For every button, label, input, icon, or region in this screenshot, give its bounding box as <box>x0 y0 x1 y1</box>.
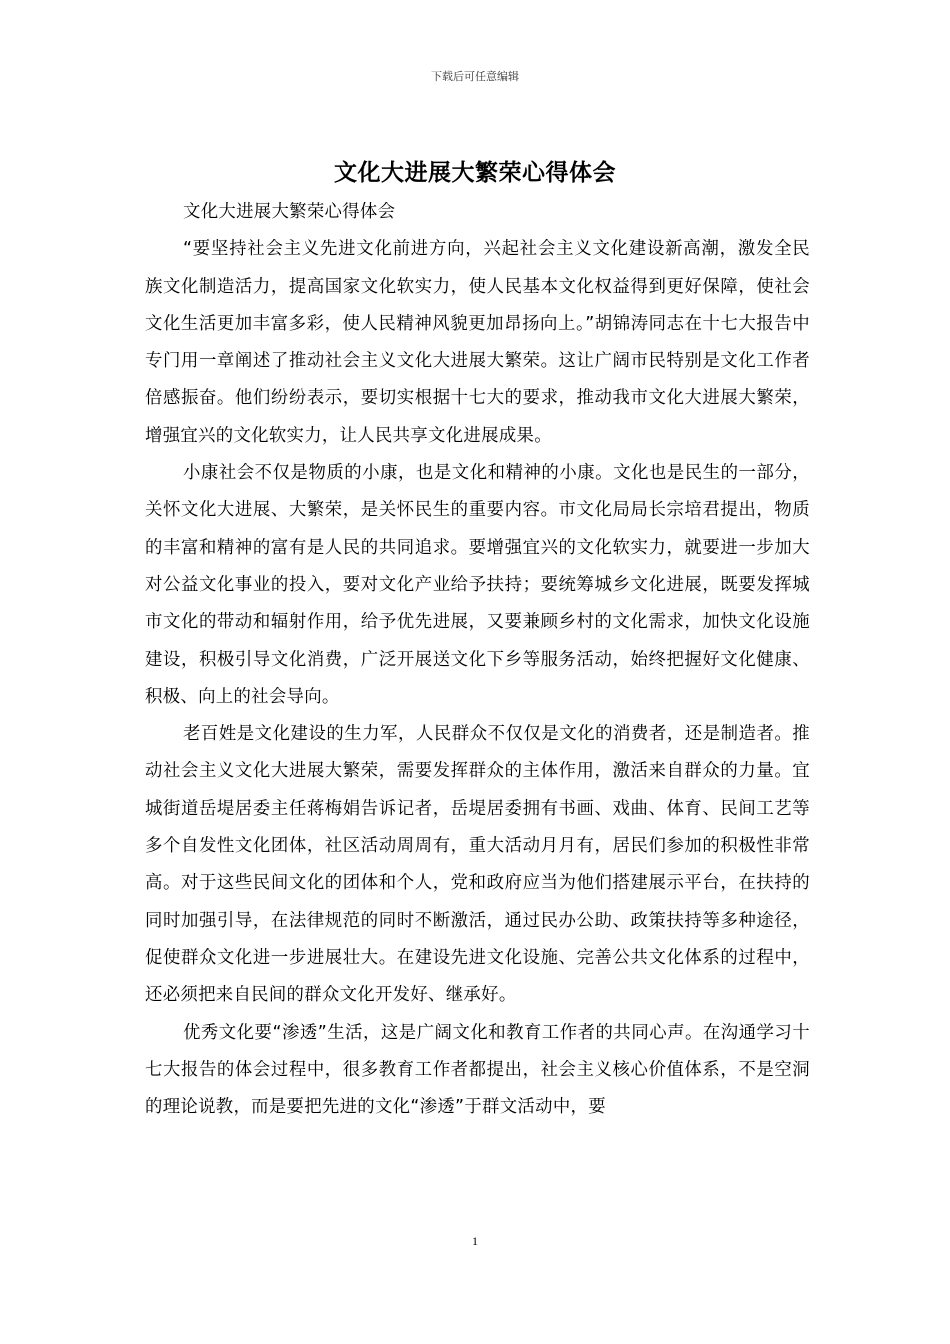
page-number: 1 <box>472 1234 478 1248</box>
document-body <box>145 194 810 1126</box>
paragraph-subtitle: 文化大进展大繁荣心得体会 <box>183 202 396 222</box>
paragraph: 优秀文化要“渗透”生活，这是广阔文化和教育工作者的共同心声。在沟通学习十七大报告的体会过程中，很多教育工作者都提出，社会主义核心价值体系，不是空洞的理论说教，而是要把先进的文化“渗透”于群文活动中，要 <box>145 1022 810 1118</box>
paragraph: “要坚持社会主义先进文化前进方向，兴起社会主义文化建设新高潮，激发全民族文化制造活力，提高国家文化软实力，使人民基本文化权益得到更好保障，使社会文化生活更加丰富多彩，使人民精神风貌更加昂扬向上。”胡锦涛同志在十七大报告中专门用一章阐述了推动社会主义文化大进展大繁荣。这让广阔市民特别是文化工作者倍感振奋。他们纷纷表示，要切实根据十七大的要求，推动我市文化大进展大繁荣，增强宜兴的文化软实力，让人民共享文化进展成果。 <box>145 239 810 446</box>
paragraph: 小康社会不仅是物质的小康，也是文化和精神的小康。文化也是民生的一部分，关怀文化大进展、大繁荣，是关怀民生的重要内容。市文化局局长宗培君提出，物质的丰富和精神的富有是人民的共同追求。要增强宜兴的文化软实力，就要进一步加大对公益文化事业的投入，要对文化产业给予扶持；要统筹城乡文化进展，既要发挥城市文化的带动和辐射作用，给予优先进展，又要兼顾乡村的文化需求，加快文化设施建设，积极引导文化消费，广泛开展送文化下乡等服务活动，始终把握好文化健康、积极、向上的社会导向。 <box>145 463 810 707</box>
document-title: 文化大进展大繁荣心得体会 <box>334 160 616 186</box>
header-note: 下载后可任意编辑 <box>431 70 519 83</box>
paragraph: 老百姓是文化建设的生力军，人民群众不仅仅是文化的消费者，还是制造者。推动社会主义文化大进展大繁荣，需要发挥群众的主体作用，激活来自群众的力量。宜城街道岳堤居委主任蒋梅娟告诉记者，岳堤居委拥有书画、戏曲、体育、民间工艺等多个自发性文化团体，社区活动周周有，重大活动月月有，居民们参加的积极性非常高。对于这些民间文化的团体和个人，党和政府应当为他们搭建展示平台，在扶持的同时加强引导，在法律规范的同时不断激活，通过民办公助、政策扶持等多种途径，促使群众文化进一步进展壮大。在建设先进文化设施、完善公共文化体系的过程中，还必须把来自民间的群众文化开发好、继承好。 <box>145 724 810 1006</box>
